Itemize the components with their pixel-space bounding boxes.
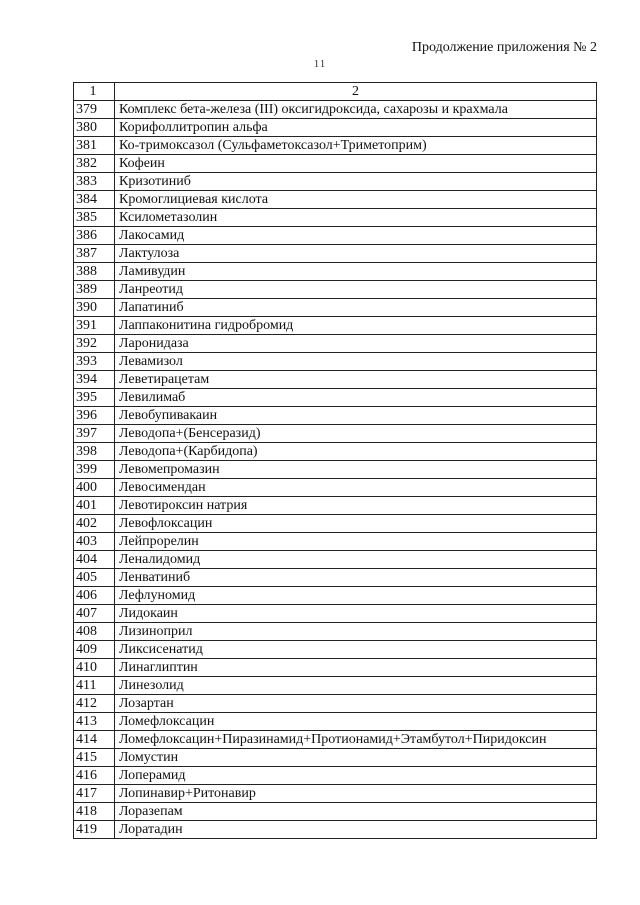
table-row <box>74 659 597 677</box>
drug-name-cell: Левосимендан <box>115 479 597 497</box>
table-row <box>74 605 597 623</box>
drug-name-cell: Линезолид <box>115 677 597 695</box>
row-number-cell: 402 <box>74 515 115 533</box>
drug-name-cell: Ларонидаза <box>115 335 597 353</box>
row-number-cell: 413 <box>74 713 115 731</box>
drug-name-cell: Леветирацетам <box>115 371 597 389</box>
drug-name-cell: Ксилометазолин <box>115 209 597 227</box>
drug-name-cell: Левотироксин натрия <box>115 497 597 515</box>
row-number-cell: 400 <box>74 479 115 497</box>
drug-name-cell: Ликсисенатид <box>115 641 597 659</box>
drug-name-cell: Ломефлоксацин+Пиразинамид+Протионамид+Этамбутол+Пиридоксин <box>115 731 597 749</box>
table-row <box>74 281 597 299</box>
row-number-cell: 389 <box>74 281 115 299</box>
row-number-cell: 385 <box>74 209 115 227</box>
drug-name-cell: Левилимаб <box>115 389 597 407</box>
table-row <box>74 803 597 821</box>
column-header-name: 2 <box>115 83 597 101</box>
drug-name-cell: Лопинавир+Ритонавир <box>115 785 597 803</box>
drug-name-cell: Лаппаконитина гидробромид <box>115 317 597 335</box>
row-number-cell: 408 <box>74 623 115 641</box>
table-row <box>74 317 597 335</box>
table-row <box>74 569 597 587</box>
table-row <box>74 191 597 209</box>
table-row <box>74 677 597 695</box>
table-row <box>74 695 597 713</box>
table-row <box>74 101 597 119</box>
row-number-cell: 411 <box>74 677 115 695</box>
table-row <box>74 335 597 353</box>
row-number-cell: 395 <box>74 389 115 407</box>
table-row <box>74 461 597 479</box>
row-number-cell: 417 <box>74 785 115 803</box>
drug-name-cell: Ломустин <box>115 749 597 767</box>
row-number-cell: 412 <box>74 695 115 713</box>
table-row <box>74 407 597 425</box>
drug-name-cell: Лизиноприл <box>115 623 597 641</box>
drug-name-cell: Левомепромазин <box>115 461 597 479</box>
table-row <box>74 173 597 191</box>
drug-name-cell: Лидокаин <box>115 605 597 623</box>
table-row <box>74 767 597 785</box>
drug-name-cell: Кризотиниб <box>115 173 597 191</box>
table-row <box>74 515 597 533</box>
drug-name-cell: Ланреотид <box>115 281 597 299</box>
drug-name-cell: Ко-тримоксазол (Сульфаметоксазол+Триметоприм) <box>115 137 597 155</box>
row-number-cell: 396 <box>74 407 115 425</box>
table-row <box>74 137 597 155</box>
drug-name-cell: Кофеин <box>115 155 597 173</box>
page-number: 11 <box>313 58 327 70</box>
drug-name-cell: Лейпрорелин <box>115 533 597 551</box>
row-number-cell: 405 <box>74 569 115 587</box>
table-row <box>74 821 597 839</box>
drug-name-cell: Комплекс бета-железа (III) оксигидроксида, сахарозы и крахмала <box>115 101 597 119</box>
column-header-number: 1 <box>74 83 115 101</box>
drug-name-cell: Кромоглициевая кислота <box>115 191 597 209</box>
drug-name-cell: Ленватиниб <box>115 569 597 587</box>
row-number-cell: 386 <box>74 227 115 245</box>
table-row <box>74 533 597 551</box>
table-row <box>74 785 597 803</box>
table-row <box>74 389 597 407</box>
drug-name-cell: Линаглиптин <box>115 659 597 677</box>
table-row <box>74 371 597 389</box>
drug-name-cell: Ламивудин <box>115 263 597 281</box>
row-number-cell: 384 <box>74 191 115 209</box>
drug-name-cell: Лоразепам <box>115 803 597 821</box>
drug-name-cell: Лефлуномид <box>115 587 597 605</box>
row-number-cell: 390 <box>74 299 115 317</box>
row-number-cell: 393 <box>74 353 115 371</box>
row-number-cell: 407 <box>74 605 115 623</box>
table-row <box>74 479 597 497</box>
row-number-cell: 403 <box>74 533 115 551</box>
drug-name-cell: Леналидомид <box>115 551 597 569</box>
drug-name-cell: Лоперамид <box>115 767 597 785</box>
row-number-cell: 388 <box>74 263 115 281</box>
row-number-cell: 398 <box>74 443 115 461</box>
row-number-cell: 415 <box>74 749 115 767</box>
table-row <box>74 227 597 245</box>
table-header-row <box>74 83 597 101</box>
drug-name-cell: Лактулоза <box>115 245 597 263</box>
drug-name-cell: Лозартан <box>115 695 597 713</box>
row-number-cell: 406 <box>74 587 115 605</box>
row-number-cell: 381 <box>74 137 115 155</box>
drug-name-cell: Левофлоксацин <box>115 515 597 533</box>
table-row <box>74 623 597 641</box>
row-number-cell: 391 <box>74 317 115 335</box>
row-number-cell: 409 <box>74 641 115 659</box>
table-row <box>74 245 597 263</box>
table-row <box>74 119 597 137</box>
row-number-cell: 392 <box>74 335 115 353</box>
table-row <box>74 299 597 317</box>
drug-name-cell: Леводопа+(Бенсеразид) <box>115 425 597 443</box>
table-row <box>74 353 597 371</box>
row-number-cell: 382 <box>74 155 115 173</box>
drug-list-table <box>73 82 597 839</box>
table-row <box>74 263 597 281</box>
drug-name-cell: Лоратадин <box>115 821 597 839</box>
table-row <box>74 587 597 605</box>
table-row <box>74 209 597 227</box>
row-number-cell: 394 <box>74 371 115 389</box>
drug-name-cell: Корифоллитропин альфа <box>115 119 597 137</box>
drug-name-cell: Ломефлоксацин <box>115 713 597 731</box>
drug-name-cell: Лапатиниб <box>115 299 597 317</box>
table-row <box>74 749 597 767</box>
row-number-cell: 379 <box>74 101 115 119</box>
row-number-cell: 410 <box>74 659 115 677</box>
table-row <box>74 425 597 443</box>
row-number-cell: 418 <box>74 803 115 821</box>
row-number-cell: 419 <box>74 821 115 839</box>
table-row <box>74 155 597 173</box>
row-number-cell: 414 <box>74 731 115 749</box>
drug-name-cell: Лакосамид <box>115 227 597 245</box>
row-number-cell: 387 <box>74 245 115 263</box>
table-row <box>74 641 597 659</box>
drug-name-cell: Левобупивакаин <box>115 407 597 425</box>
row-number-cell: 416 <box>74 767 115 785</box>
row-number-cell: 397 <box>74 425 115 443</box>
appendix-caption: Продолжение приложения № 2 <box>411 40 597 55</box>
row-number-cell: 399 <box>74 461 115 479</box>
row-number-cell: 404 <box>74 551 115 569</box>
drug-name-cell: Леводопа+(Карбидопа) <box>115 443 597 461</box>
table-row <box>74 713 597 731</box>
table-row <box>74 551 597 569</box>
table-row <box>74 443 597 461</box>
row-number-cell: 380 <box>74 119 115 137</box>
row-number-cell: 401 <box>74 497 115 515</box>
table-row <box>74 497 597 515</box>
row-number-cell: 383 <box>74 173 115 191</box>
drug-name-cell: Левамизол <box>115 353 597 371</box>
table-row <box>74 731 597 749</box>
